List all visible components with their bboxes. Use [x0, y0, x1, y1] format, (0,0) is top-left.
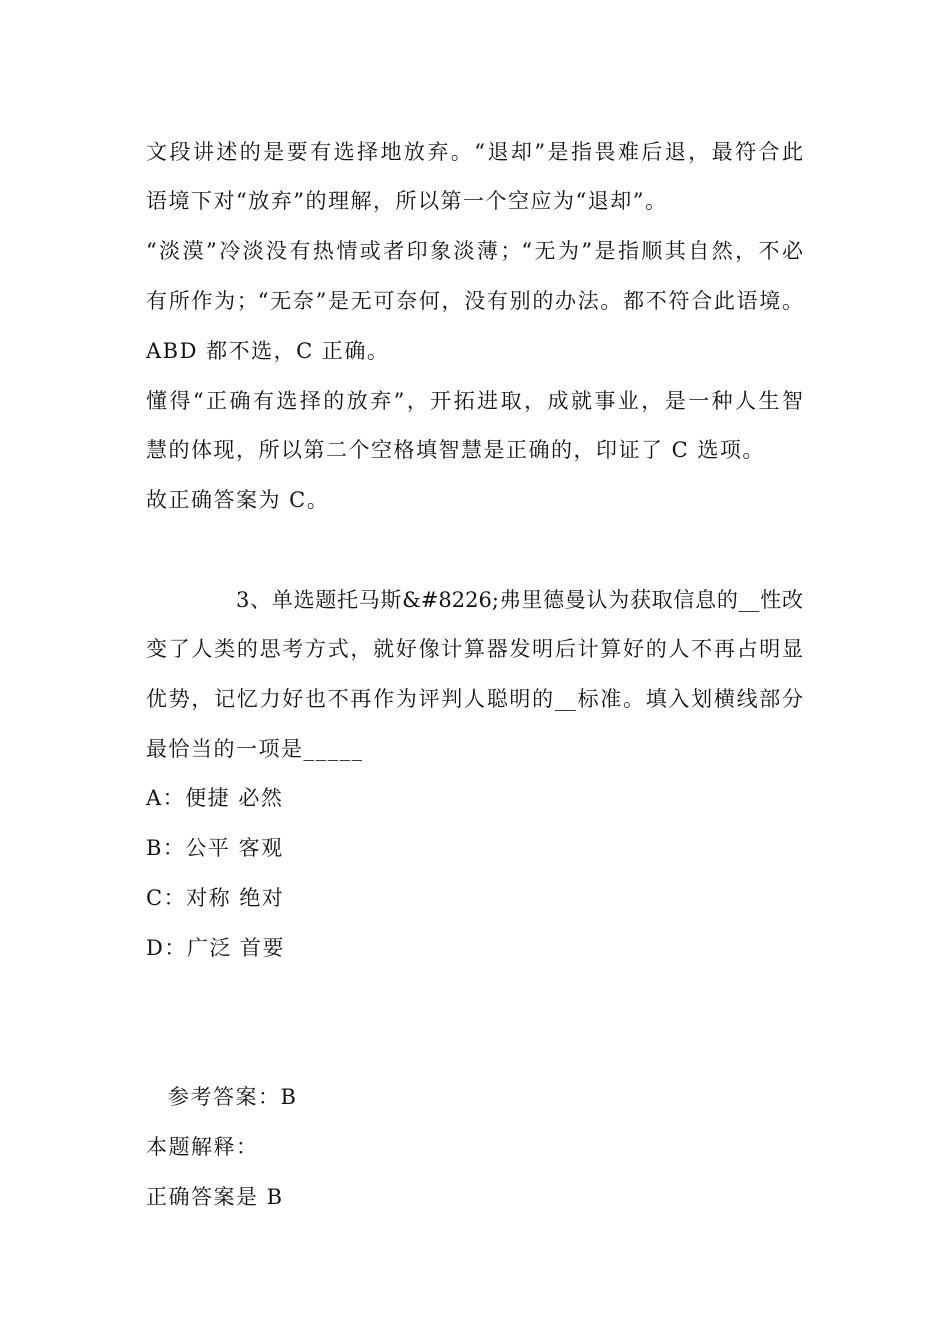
question-line-1: 3、单选题托马斯&#8226;弗里德曼认为获取信息的__性改: [236, 588, 803, 612]
question-line-2: 变了人类的思考方式，就好像计算器发明后计算好的人不再占明显: [146, 637, 803, 661]
option-d: D：广泛 首要: [146, 936, 286, 960]
reference-answer: 参考答案：B: [168, 1085, 298, 1109]
question-line-4: 最恰当的一项是_____: [146, 737, 364, 761]
explanation-line-3: “淡漠”冷淡没有热情或者印象淡薄；“无为”是指顺其自然，不必: [146, 239, 803, 263]
explanation-line-6: 懂得“正确有选择的放弃”，开拓进取，成就事业，是一种人生智: [146, 389, 803, 413]
question-line-3: 优势，记忆力好也不再作为评判人聪明的__标准。填入划横线部分: [146, 687, 803, 711]
explanation-line-4: 有所作为；“无奈”是无可奈何，没有别的办法。都不符合此语境。: [146, 289, 803, 313]
option-b: B：公平 客观: [146, 836, 284, 860]
explanation-line-5: ABD 都不选，C 正确。: [146, 339, 390, 363]
option-c: C：对称 绝对: [146, 886, 285, 910]
explanation-line-8: 故正确答案为 C。: [146, 488, 330, 512]
explanation-line-2: 语境下对“放弃”的理解，所以第一个空应为“退却”。: [146, 189, 668, 213]
explanation-line-1: 文段讲述的是要有选择地放弃。“退却”是指畏难后退，最符合此: [146, 140, 803, 164]
option-a: A：便捷 必然: [146, 786, 284, 810]
explanation-line-7: 慧的体现，所以第二个空格填智慧是正确的，印证了 C 选项。: [146, 438, 765, 462]
correct-answer: 正确答案是 B: [146, 1185, 284, 1209]
explanation-label: 本题解释：: [146, 1135, 259, 1159]
